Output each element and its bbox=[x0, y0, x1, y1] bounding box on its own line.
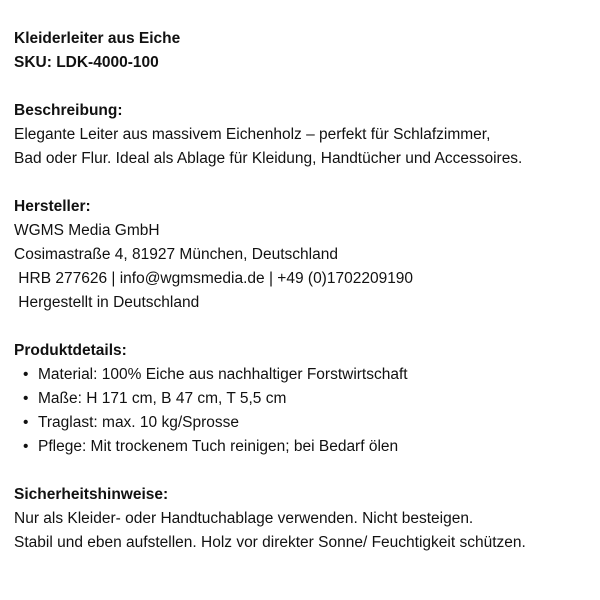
description-heading: Beschreibung: bbox=[14, 102, 123, 119]
manufacturer-registry: HRB 277626 | info@wgmsmedia.de | +49 (0)1702209190 bbox=[14, 270, 414, 287]
details-item-text: Maße: H 171 cm, B 47 cm, T 5,5 cm bbox=[38, 390, 287, 407]
spacer bbox=[14, 171, 586, 195]
details-item bbox=[14, 411, 586, 435]
description-line-1: Elegante Leiter aus massivem Eichenholz – perfekt für Schlafzimmer, bbox=[14, 126, 491, 143]
safety-heading: Sicherheitshinweise: bbox=[14, 486, 169, 503]
bullet-icon: • bbox=[23, 366, 29, 383]
details-item bbox=[14, 387, 586, 411]
manufacturer-address: Cosimastraße 4, 81927 München, Deutschland bbox=[14, 246, 338, 263]
spacer bbox=[14, 459, 586, 483]
product-title: Kleiderleiter aus Eiche bbox=[14, 30, 181, 47]
bullet-icon: • bbox=[23, 390, 29, 407]
details-item-text: Material: 100% Eiche aus nachhaltiger Forstwirtschaft bbox=[38, 366, 408, 383]
details-item bbox=[14, 363, 586, 387]
manufacturer-origin: Hergestellt in Deutschland bbox=[14, 294, 200, 311]
details-list bbox=[14, 363, 586, 459]
details-item-text: Pflege: Mit trockenem Tuch reinigen; bei Bedarf ölen bbox=[38, 438, 399, 455]
manufacturer-name: WGMS Media GmbH bbox=[14, 222, 160, 239]
spacer bbox=[14, 75, 586, 99]
spacer bbox=[14, 315, 586, 339]
bullet-icon: • bbox=[23, 414, 29, 431]
details-item-text: Traglast: max. 10 kg/Sprosse bbox=[38, 414, 240, 431]
product-sku: SKU: LDK-4000-100 bbox=[14, 54, 159, 71]
details-item bbox=[14, 435, 586, 459]
safety-line-2: Stabil und eben aufstellen. Holz vor direkter Sonne/ Feuchtigkeit schützen. bbox=[14, 534, 526, 551]
bullet-icon: • bbox=[23, 438, 29, 455]
manufacturer-heading: Hersteller: bbox=[14, 198, 91, 215]
safety-line-1: Nur als Kleider- oder Handtuchablage verwenden. Nicht besteigen. bbox=[14, 510, 474, 527]
description-line-2: Bad oder Flur. Ideal als Ablage für Kleidung, Handtücher und Accessoires. bbox=[14, 150, 523, 167]
details-heading: Produktdetails: bbox=[14, 342, 127, 359]
